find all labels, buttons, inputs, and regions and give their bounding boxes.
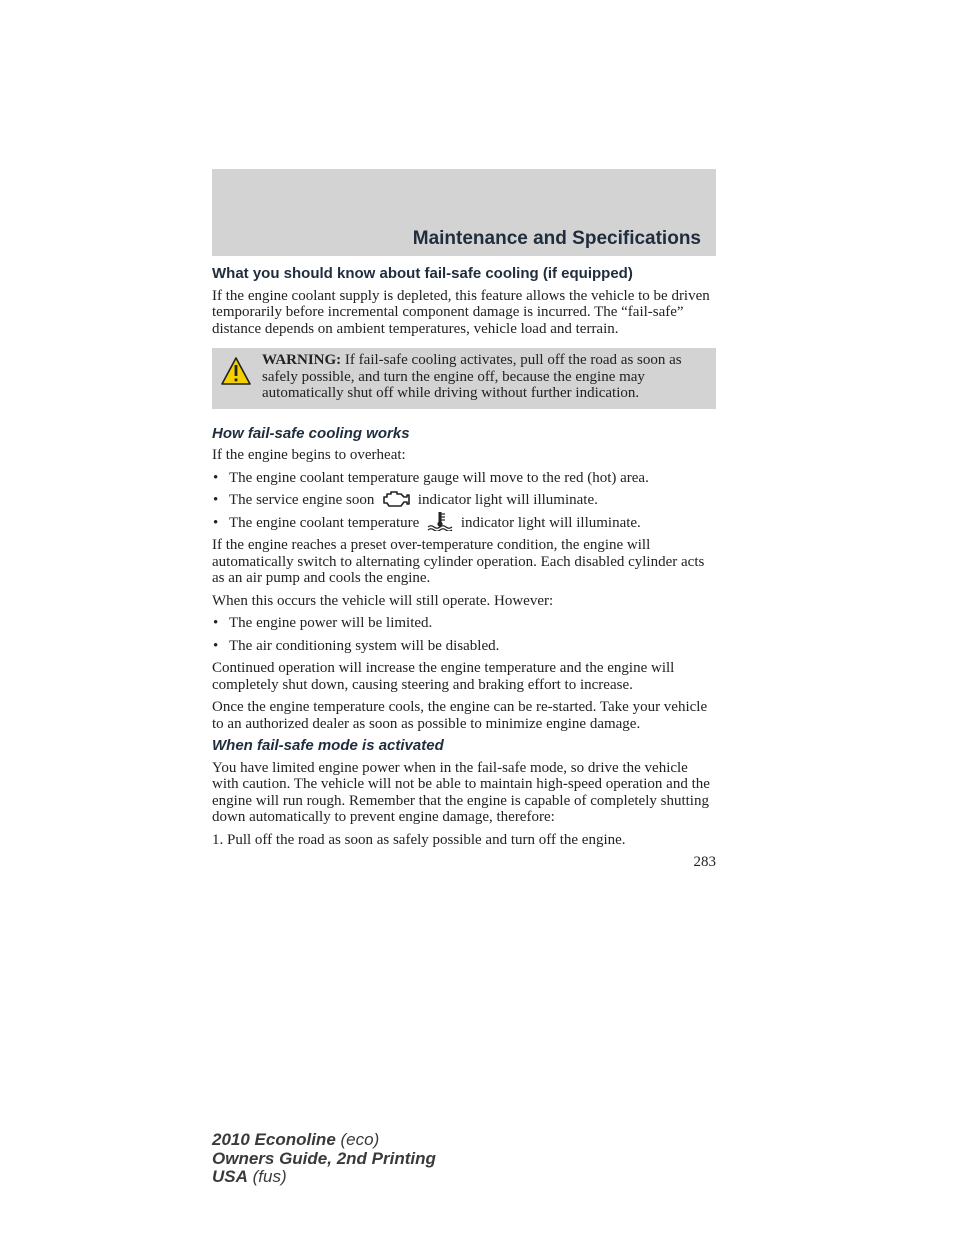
warning-triangle-icon xyxy=(220,356,252,386)
list-item xyxy=(212,638,716,655)
paragraph: Once the engine temperature cools, the engine can be re-started. Take your vehicle to an authorized dealer as soon as possible to minimize engine damage. xyxy=(212,699,708,732)
how-it-works-lead: If the engine begins to overheat: xyxy=(212,447,406,463)
overheat-list xyxy=(212,470,716,532)
paragraph: You have limited engine power when in the fail-safe mode, so drive the vehicle with caution. The vehicle will not be able to maintain high-speed operation and the engine will run rough. Remember that the engine is capable of completely shutting down automatically to prevent engine damage, therefore: xyxy=(212,759,710,826)
footer-line-2 xyxy=(212,1150,436,1169)
page-content xyxy=(212,266,716,871)
page-header-title: Maintenance and Specifications xyxy=(412,228,701,249)
effects-list xyxy=(212,615,716,654)
list-item xyxy=(212,470,716,487)
list-item xyxy=(212,515,716,532)
bullet-text: The engine coolant temperature xyxy=(229,514,420,531)
footer xyxy=(212,1131,436,1187)
paragraph: When this occurs the vehicle will still operate. However: xyxy=(212,592,554,609)
header-band xyxy=(212,169,716,256)
list-item xyxy=(212,492,716,509)
footer-model: 2010 Econoline xyxy=(212,1130,336,1149)
list-item xyxy=(212,615,716,632)
activated-title: When fail-safe mode is activated xyxy=(212,737,444,755)
section-title: What you should know about fail-safe cooling (if equipped) xyxy=(212,265,633,282)
bullet-text: The engine power will be limited. xyxy=(229,615,433,632)
bullet-text: indicator light will illuminate. xyxy=(460,514,641,531)
footer-model-code: (eco) xyxy=(335,1130,380,1149)
numbered-step: 1. Pull off the road as soon as safely possible and turn off the engine. xyxy=(212,831,626,848)
footer-region: USA xyxy=(212,1167,248,1186)
bullet-text: The service engine soon xyxy=(229,492,375,508)
page-number: 283 xyxy=(693,854,716,871)
paragraph: Continued operation will increase the engine temperature and the engine will completely shut down, causing steering and braking effort to increase. xyxy=(212,660,675,693)
footer-region-code: (fus) xyxy=(247,1167,287,1186)
paragraph: If the engine reaches a preset over-temperature condition, the engine will automatically switch to alternating cylinder operation. Each disabled cylinder acts as an air pump and cools the engine. xyxy=(212,537,705,587)
footer-printing: Owners Guide, 2nd Printing xyxy=(212,1148,436,1168)
coolant-temperature-icon xyxy=(426,511,454,531)
footer-line-1 xyxy=(212,1131,436,1150)
warning-box xyxy=(212,348,716,409)
bullet-text: The engine coolant temperature gauge will move to the red (hot) area. xyxy=(229,469,649,486)
bullet-text: The air conditioning system will be disabled. xyxy=(229,637,500,654)
warning-label: WARNING: xyxy=(262,352,342,368)
warning-text: If fail-safe cooling activates, pull off the road as soon as safely possible, and turn the engine off, because the engine may automatically shut off while driving without further indication. xyxy=(262,352,682,401)
footer-line-3 xyxy=(212,1168,436,1187)
section-intro: If the engine coolant supply is depleted, this feature allows the vehicle to be driven temporarily before incremental component damage is incurred. The “fail-safe” distance depends on ambient temperatures, vehicle load and terrain. xyxy=(212,287,710,337)
how-it-works-title: How fail-safe cooling works xyxy=(212,424,410,442)
check-engine-icon xyxy=(381,489,411,509)
bullet-text: indicator light will illuminate. xyxy=(417,492,598,508)
